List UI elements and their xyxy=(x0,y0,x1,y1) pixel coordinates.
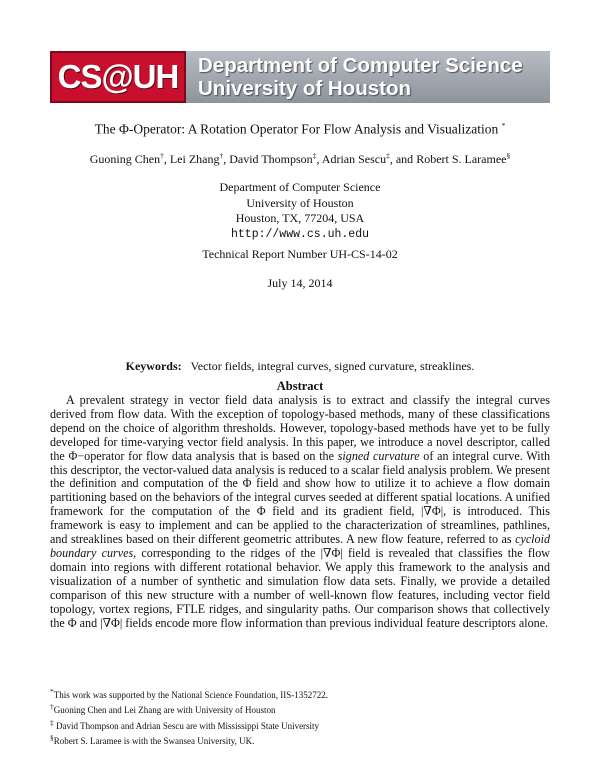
author-name: Guoning Chen xyxy=(89,152,161,166)
author-name: David Thompson xyxy=(229,152,313,166)
abstract-text-part-1: A prevalent strategy in vector field data analysis is to extract and classify the integral curves derived from flow data. With the exception of topology-based methods, many of these classifications depend on the choice of algorithm thresholds. However, topology-based methods have yet to be fully developed for time-varying vector field analysis. In this paper, we introduce a novel descriptor, called the Φ−operator for flow data analysis that is based on the xyxy=(50,393,550,463)
banner-line-2: University of Houston xyxy=(198,77,411,100)
cs-uh-logo: CS@UH xyxy=(50,51,186,103)
abstract-text-part-2: of an integral curve. With this descriptor, the vector-valued data analysis is reduced to a scalar field analysis problem. We present the definition and computation of the Φ field and show how to utilize it to achieve a flow domain partitioning based on the behaviors of the integral curves seeded at different spatial locations. A unified framework for the computation of the Φ field and its gradient field, |∇Φ|, is introduced. This framework is easy to implement and can be applied to the characterization of streamlines, pathlines, and streaklines based on their different geometric attributes. A new flow feature, referred to as xyxy=(50,448,550,547)
abstract-paragraph xyxy=(50,394,550,630)
author-separator: , xyxy=(223,152,230,166)
author-mark: † xyxy=(219,151,224,160)
author-mark: ‡ xyxy=(312,151,317,160)
footnote-mark: † xyxy=(50,702,54,712)
footnote-text: This work was supported by the National Science Foundation, IIS-1352722. xyxy=(53,690,328,700)
author-separator: , xyxy=(316,152,322,166)
footnote-mark: ‡ xyxy=(50,717,54,727)
footnote-text: Guoning Chen and Lei Zhang are with University of Houston xyxy=(53,705,276,716)
footnote xyxy=(50,686,328,701)
affiliation-url-link[interactable]: http://www.cs.uh.edu xyxy=(230,227,370,241)
affiliation-dept: Department of Computer Science xyxy=(219,180,381,194)
department-banner xyxy=(50,51,550,103)
title-footnote-mark: * xyxy=(501,121,506,130)
footnote-mark: § xyxy=(50,732,54,742)
author-name: Robert S. Laramee xyxy=(416,152,507,166)
paper-title xyxy=(0,121,600,138)
abstract-emphasis-1: signed curvature xyxy=(337,448,420,463)
report-number: Technical Report Number UH-CS-14-02 xyxy=(202,247,398,261)
affiliation-city: Houston, TX, 77204, USA xyxy=(235,211,365,225)
banner-line-1: Department of Computer Science xyxy=(198,54,523,77)
abstract-heading: Abstract xyxy=(276,379,324,393)
keywords-label: Keywords: xyxy=(125,359,182,373)
author-mark: † xyxy=(160,151,164,160)
keywords-line xyxy=(0,359,600,374)
author-list xyxy=(0,151,600,167)
affiliation-block xyxy=(0,180,600,242)
author-name: Lei Zhang xyxy=(169,152,220,166)
affiliation-university: University of Houston xyxy=(246,195,354,210)
footnotes xyxy=(50,686,328,747)
author-separator: , and xyxy=(389,152,417,166)
abstract-text-part-3: , corresponding to the ridges of the |∇Φ| field is revealed that classifies the flow domain into regions with different rotational behavior. We apply this framework to the analysis and visualization of a number of synthetic and simulation flow data sets. Finally, we provide a detailed comparison of this new structure with a number of well-known flow features, including vector field topology, vortex regions, FTLE ridges, and singularity paths. Our comparison shows that collectively the Φ and |∇Φ| fields encode more flow information than previous individual feature descriptors alone. xyxy=(50,545,550,630)
author-mark: § xyxy=(506,151,511,160)
abstract-emphasis-2: cycloid boundary curves xyxy=(50,532,550,560)
footnote xyxy=(50,717,328,732)
footnote-text: Robert S. Laramee is with the Swansea University, UK. xyxy=(53,735,255,746)
footnote-mark: * xyxy=(50,687,54,696)
keywords-text: Vector fields, integral curves, signed curvature, streaklines. xyxy=(190,359,475,373)
report-date: July 14, 2014 xyxy=(267,276,333,290)
footnote xyxy=(50,701,328,716)
author-separator: , xyxy=(163,152,170,166)
banner-department-text xyxy=(186,51,550,103)
footnote xyxy=(50,732,328,747)
author-name: Adrian Sescu xyxy=(321,152,387,166)
footnote-text: David Thompson and Adrian Sescu are with Mississippi State University xyxy=(53,720,320,731)
title-text: The Φ-Operator: A Rotation Operator For Flow Analysis and Visualization xyxy=(94,121,499,137)
author-mark: ‡ xyxy=(386,151,390,160)
